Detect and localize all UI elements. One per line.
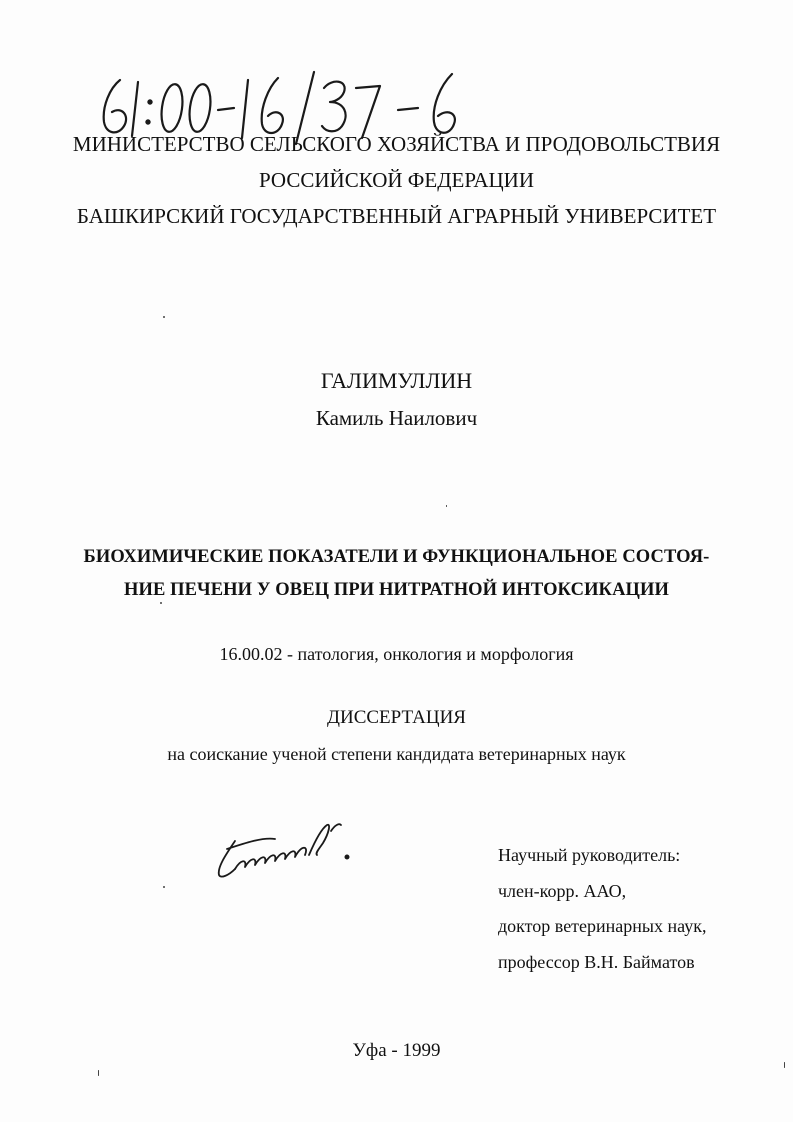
thesis-title-line: НИЕ ПЕЧЕНИ У ОВЕЦ ПРИ НИТРАТНОЙ ИНТОКСИКАЦИИ	[123, 580, 670, 600]
scan-speck	[163, 886, 165, 888]
scan-speck	[446, 505, 447, 507]
scientific-advisor	[498, 838, 706, 980]
advisor-name: профессор В.Н. Байматов	[498, 951, 695, 972]
thesis-title	[0, 541, 793, 607]
degree-statement: на соискание ученой степени кандидата ветеринарных наук	[167, 744, 626, 764]
institution-header	[0, 126, 793, 234]
scan-speck	[160, 602, 162, 604]
document-type: ДИССЕРТАЦИЯ	[327, 707, 466, 728]
city-year: Уфа - 1999	[352, 1040, 441, 1061]
author-surname: ГАЛИМУЛЛИН	[320, 368, 473, 393]
institution-line-ministry: МИНИСТЕРСТВО СЕЛЬСКОГО ХОЗЯЙСТВА И ПРОДОВОЛЬСТВИЯ	[72, 132, 721, 156]
advisor-membership: член-корр. ААО,	[498, 880, 627, 901]
signature	[205, 815, 375, 890]
scan-speck	[98, 1070, 99, 1076]
institution-line-university: БАШКИРСКИЙ ГОСУДАРСТВЕННЫЙ АГРАРНЫЙ УНИВЕРСИТЕТ	[76, 204, 717, 228]
scan-speck	[784, 1062, 785, 1068]
advisor-degree: доктор ветеринарных наук,	[498, 916, 707, 936]
advisor-heading: Научный руководитель:	[498, 845, 681, 865]
specialty-code: 16.00.02 - патология, онкология и морфология	[219, 644, 574, 664]
author-given-names: Камиль Наилович	[315, 406, 478, 430]
thesis-title-line: БИОХИМИЧЕСКИЕ ПОКАЗАТЕЛИ И ФУНКЦИОНАЛЬНОЕ СОСТОЯ-	[83, 547, 710, 567]
scan-speck	[163, 316, 165, 318]
institution-line-federation: РОССИЙСКОЙ ФЕДЕРАЦИИ	[259, 168, 534, 192]
